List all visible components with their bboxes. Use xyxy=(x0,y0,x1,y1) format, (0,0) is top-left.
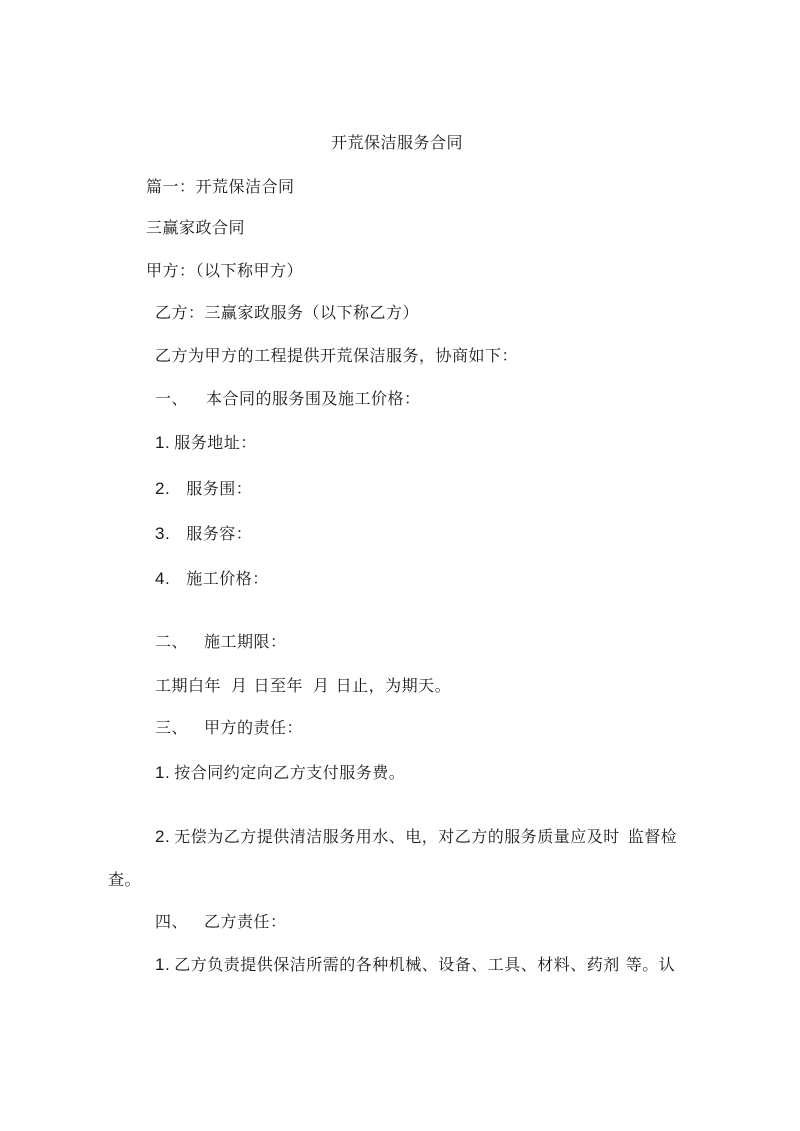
party-a-line: 甲方：（以下称甲方） xyxy=(146,261,304,280)
section-3-title: 甲方的责任： xyxy=(204,718,304,737)
section-4-title: 乙方责任： xyxy=(204,912,287,931)
section-2-number: 二、 xyxy=(155,632,189,651)
item-number: 2. xyxy=(155,479,171,498)
section-1-item-1 xyxy=(155,433,257,453)
section-2-body xyxy=(155,676,451,696)
period-part-3: 日至年 xyxy=(253,676,304,695)
section-1-title: 本合同的服务围及施工价格： xyxy=(206,389,421,408)
item-text: 服务地址： xyxy=(174,433,257,452)
section-3-item-1 xyxy=(155,763,405,783)
item-text: 乙方负责提供保洁所需的各种机械、设备、工具、材料、药剂 xyxy=(174,955,620,974)
section-4-item-1 xyxy=(155,955,675,975)
section-4-number: 四、 xyxy=(155,912,189,931)
section-3-item-2-continuation: 查。 xyxy=(108,870,142,889)
item-number: 4. xyxy=(155,569,171,588)
section-1-item-2 xyxy=(155,479,252,499)
item-text-tail: 等。认 xyxy=(625,955,676,974)
item-text: 服务围： xyxy=(186,479,253,498)
item-number: 1. xyxy=(155,433,171,452)
item-number: 3. xyxy=(155,524,171,543)
period-part-4: 月 xyxy=(313,676,330,695)
section-3-heading xyxy=(155,718,303,738)
item-text-tail: 监督检 xyxy=(627,827,678,846)
item-text: 施工价格： xyxy=(186,569,269,588)
period-part-1: 工期白年 xyxy=(155,676,222,695)
item-number: 2. xyxy=(155,827,171,846)
item-number: 1. xyxy=(155,763,171,782)
section-1-number: 一、 xyxy=(155,389,189,408)
document-title: 开荒保洁服务合同 xyxy=(331,133,464,152)
section-2-heading xyxy=(155,632,287,652)
item-number: 1. xyxy=(155,955,171,974)
period-part-2: 月 xyxy=(231,676,248,695)
section-2-title: 施工期限： xyxy=(204,632,287,651)
item-text: 服务容： xyxy=(186,524,253,543)
item-text: 按合同约定向乙方支付服务费。 xyxy=(174,763,406,782)
party-b-line: 乙方：三赢家政服务（以下称乙方） xyxy=(155,303,420,322)
section-1-heading xyxy=(155,389,421,409)
section-3-number: 三、 xyxy=(155,718,189,737)
section-1-item-3 xyxy=(155,524,252,544)
section-1-item-4 xyxy=(155,569,269,589)
section-4-heading xyxy=(155,912,287,932)
part-heading: 篇一：开荒保洁合同 xyxy=(146,177,295,196)
item-text: 无偿为乙方提供清洁服务用水、电，对乙方的服务质量应及时 xyxy=(174,827,620,846)
period-part-5: 日止，为期天。 xyxy=(335,676,452,695)
section-3-item-2 xyxy=(155,827,677,847)
company-title: 三赢家政合同 xyxy=(146,218,246,237)
intro-paragraph: 乙方为甲方的工程提供开荒保洁服务，协商如下： xyxy=(155,346,519,365)
